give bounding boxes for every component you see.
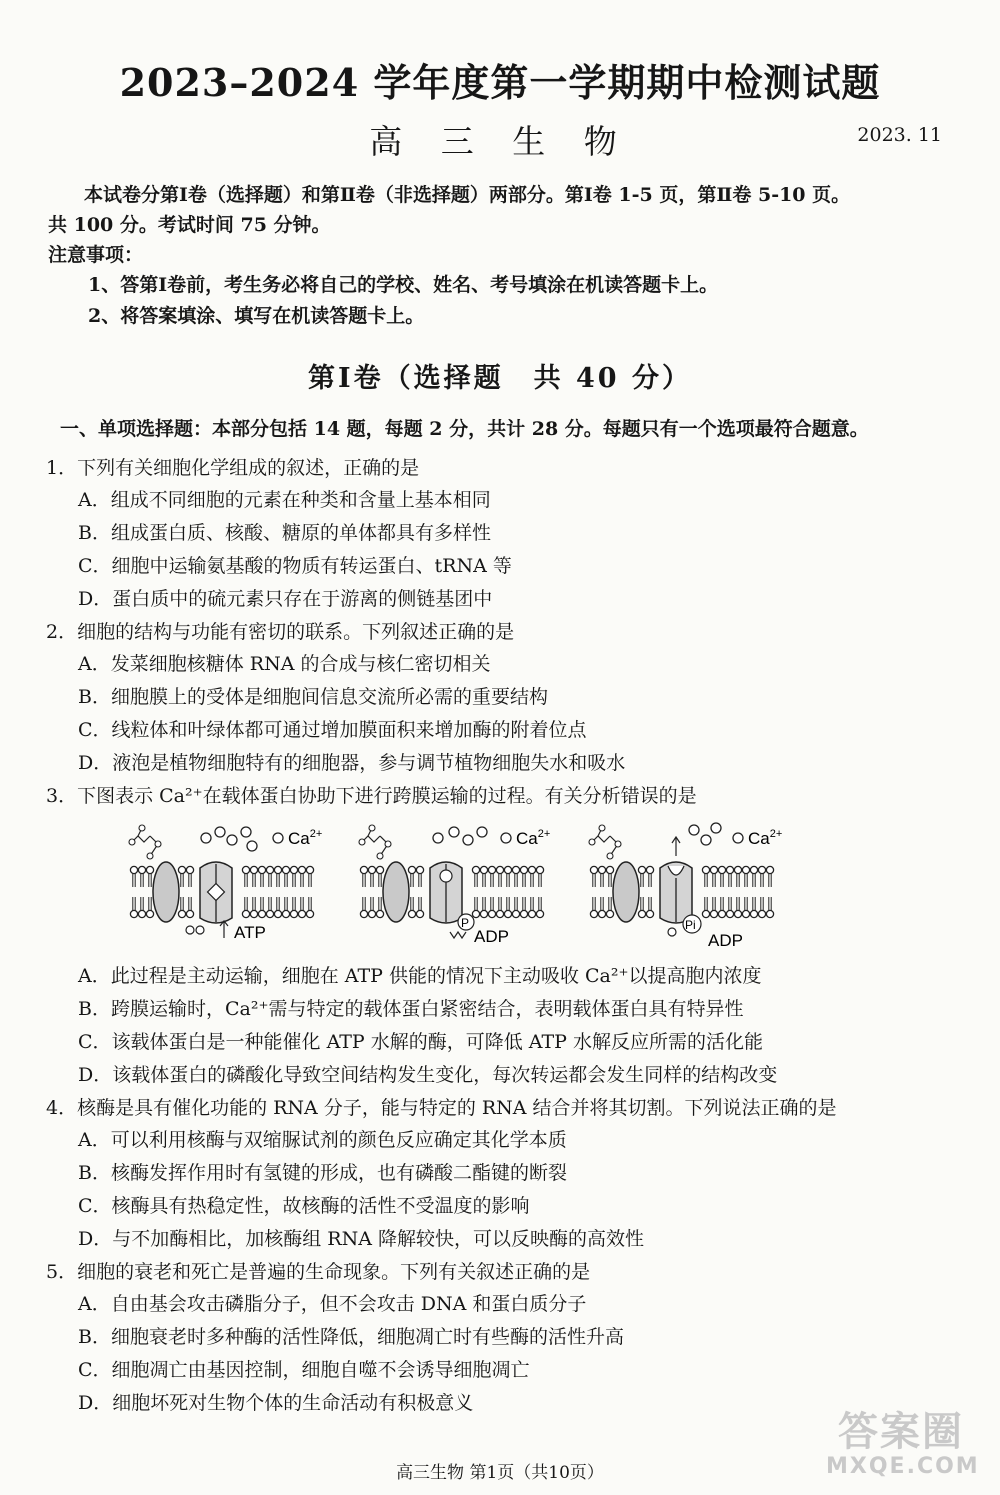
- panel-2: [359, 825, 550, 946]
- option-c: C．线粒体和叶绿体都可通过增加膜面积来增加酶的附着位点: [78, 719, 587, 741]
- section-title: 第Ⅰ卷（选择题 共 40 分）: [307, 363, 692, 394]
- option-a: A．此过程是主动运输，细胞在 ATP 供能的情况下主动吸收 Ca²⁺以提高胞内浓度: [78, 965, 762, 987]
- option-d: D．蛋白质中的硫元素只存在于游离的侧链基团中: [78, 588, 493, 610]
- option-c: C．细胞凋亡由基因控制，细胞自噬不会诱导细胞凋亡: [78, 1359, 530, 1381]
- watermark-main: 答案圈: [838, 1409, 964, 1455]
- option-d: D．该载体蛋白的磷酸化导致空间结构发生变化，每次转运都会发生同样的结构改变: [78, 1064, 778, 1086]
- option-d: D．与不加酶相比，加核酶组 RNA 降解较快，可以反映酶的高效性: [78, 1228, 644, 1250]
- option-d: D．液泡是植物细胞特有的细胞器，参与调节植物细胞失水和吸水: [78, 752, 626, 774]
- question-5: [46, 1256, 946, 1420]
- ca-ion-label: $Ca^{2+}$: [516, 828, 551, 848]
- option-c: C．核酶具有热稳定性，故核酶的活性不受温度的影响: [78, 1195, 530, 1217]
- option-a: A．自由基会攻击磷脂分子，但不会攻击 DNA 和蛋白质分子: [78, 1293, 587, 1315]
- exam-instructions: [48, 180, 958, 332]
- notes-list: [48, 270, 958, 332]
- option-a: A．可以利用核酶与双缩脲试剂的颜色反应确定其化学本质: [78, 1129, 567, 1151]
- option-a: A．组成不同细胞的元素在种类和含量上基本相同: [78, 489, 491, 511]
- page-footer: 高三生物 第1页（共10页）: [396, 1463, 604, 1483]
- option-b: B．细胞衰老时多种酶的活性降低，细胞凋亡时有些酶的活性升高: [78, 1326, 624, 1348]
- note-item: 1、答第Ⅰ卷前，考生务必将自己的学校、姓名、考号填涂在机读答题卡上。: [88, 274, 719, 296]
- exam-subject: 高 三 生 物: [369, 122, 631, 161]
- instructions-line-2: 共 100 分。考试时间 75 分钟。: [48, 214, 331, 236]
- membrane-figure: [128, 818, 868, 948]
- panel-1: [129, 825, 322, 942]
- part-heading: 一、单项选择题：本部分包括 14 题，每题 2 分，共计 28 分。每题只有一个选项最符合题意。: [60, 418, 869, 440]
- option-b: B．组成蛋白质、核酸、糖原的单体都具有多样性: [78, 522, 491, 544]
- question-4: [46, 1092, 946, 1256]
- option-d: D．细胞坏死对生物个体的生命活动有积极意义: [78, 1392, 474, 1414]
- panel-3: [589, 823, 782, 948]
- watermark-sub: MXQE.COM: [826, 1454, 980, 1479]
- question-stem: 5．细胞的衰老和死亡是普遍的生命现象。下列有关叙述正确的是: [46, 1261, 591, 1283]
- adp-label: ADP: [708, 931, 743, 948]
- question-list: [46, 452, 946, 1420]
- question-stem: 1．下列有关细胞化学组成的叙述，正确的是: [46, 457, 420, 479]
- exam-title: 2023–2024 学年度第一学期期中检测试题: [119, 60, 881, 105]
- option-c: C．细胞中运输氨基酸的物质有转运蛋白、tRNA 等: [78, 555, 512, 577]
- option-b: B．跨膜运输时，Ca²⁺需与特定的载体蛋白紧密结合，表明载体蛋白具有特异性: [78, 998, 744, 1020]
- question-2: [46, 616, 946, 780]
- question-3: [46, 780, 946, 1092]
- option-b: B．核酶发挥作用时有氢键的形成，也有磷酸二酯键的断裂: [78, 1162, 567, 1184]
- question-stem: 2．细胞的结构与功能有密切的联系。下列叙述正确的是: [46, 621, 515, 643]
- option-b: B．细胞膜上的受体是细胞间信息交流所必需的重要结构: [78, 686, 548, 708]
- ca-ion-label: $Ca^{2+}$: [748, 828, 783, 848]
- ca-ion-label: $Ca^{2+}$: [288, 828, 323, 848]
- atp-label: ATP: [234, 923, 266, 942]
- instructions-line-1: 本试卷分第Ⅰ卷（选择题）和第Ⅱ卷（非选择题）两部分。第Ⅰ卷 1-5 页，第Ⅱ卷 5-10 页。: [84, 184, 851, 206]
- calcium-transport-diagram: [46, 812, 946, 960]
- question-stem: 4．核酶是具有催化功能的 RNA 分子，能与特定的 RNA 结合并将其切割。下列说法正确的是: [46, 1097, 837, 1119]
- notes-title: 注意事项：: [48, 244, 144, 266]
- option-a: A．发菜细胞核糖体 RNA 的合成与核仁密切相关: [78, 653, 491, 675]
- pi-label: Pi: [685, 918, 696, 932]
- note-item: 2、将答案填涂、填写在机读答题卡上。: [88, 305, 425, 327]
- option-c: C．该载体蛋白是一种能催化 ATP 水解的酶，可降低 ATP 水解反应所需的活化能: [78, 1031, 763, 1053]
- exam-date: 2023. 11: [857, 124, 942, 146]
- question-stem: 3．下图表示 Ca²⁺在载体蛋白协助下进行跨膜运输的过程。有关分析错误的是: [46, 785, 697, 807]
- phosphate-label: P: [461, 916, 470, 930]
- question-1: [46, 452, 946, 616]
- adp-label: ADP: [474, 927, 509, 946]
